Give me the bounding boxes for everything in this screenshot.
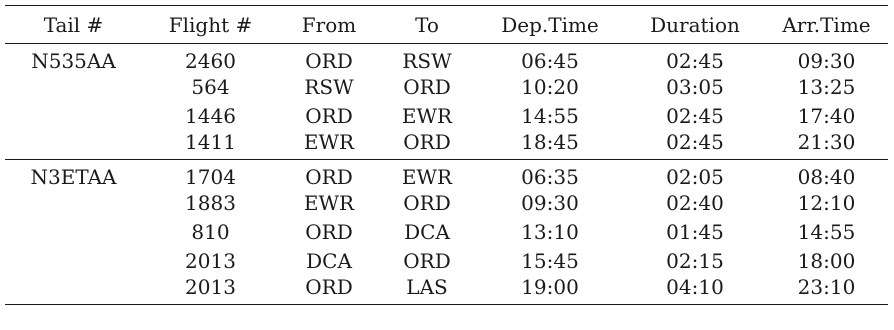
to-cell: DCA bbox=[404, 220, 450, 244]
column-header-arr-time: Arr.Time bbox=[765, 6, 888, 44]
duration-cell: 02:05 bbox=[666, 165, 724, 190]
duration-cell: 02:45 bbox=[666, 49, 724, 74]
table-row bbox=[5, 276, 888, 305]
to-cell: LAS bbox=[379, 276, 475, 305]
table-row bbox=[5, 44, 888, 73]
header-row bbox=[5, 6, 888, 44]
to-cell: EWR bbox=[401, 165, 453, 190]
dep-time-cell: 09:30 bbox=[521, 191, 579, 215]
arr-time-cell: 08:40 bbox=[797, 165, 856, 190]
from-cell: ORD bbox=[305, 165, 353, 190]
duration-cell: 02:45 bbox=[666, 104, 724, 128]
duration-cell: 02:40 bbox=[666, 191, 724, 215]
tail-number-cell bbox=[5, 102, 142, 131]
flight-number-cell: 564 bbox=[191, 75, 230, 99]
dep-time-cell: 06:35 bbox=[521, 165, 579, 190]
aircraft-group-n3etaa bbox=[5, 160, 888, 305]
from-cell: ORD bbox=[305, 104, 353, 128]
table-row bbox=[5, 247, 888, 276]
arr-time-cell: 13:25 bbox=[797, 75, 856, 99]
from-cell: ORD bbox=[279, 276, 379, 305]
duration-cell: 02:45 bbox=[625, 131, 765, 160]
duration-cell: 04:10 bbox=[625, 276, 765, 305]
from-cell: ORD bbox=[305, 220, 353, 244]
flight-number-cell: 1446 bbox=[185, 104, 236, 128]
table-row bbox=[5, 73, 888, 102]
tail-number-cell: N535AA bbox=[31, 49, 116, 74]
column-header-to: To bbox=[379, 6, 475, 44]
arr-time-cell: 12:10 bbox=[797, 191, 856, 215]
dep-time-cell: 10:20 bbox=[521, 75, 579, 99]
tail-number-cell: N3ETAA bbox=[30, 165, 117, 190]
to-cell: ORD bbox=[403, 249, 451, 273]
to-cell: EWR bbox=[401, 104, 453, 128]
flight-number-cell: 2013 bbox=[185, 249, 236, 273]
aircraft-group-n535aa bbox=[5, 44, 888, 160]
flight-schedule-table bbox=[5, 5, 888, 305]
table-row bbox=[5, 160, 888, 189]
flight-number-cell: 810 bbox=[191, 220, 230, 244]
arr-time-cell: 21:30 bbox=[765, 131, 888, 160]
column-header-duration: Duration bbox=[625, 6, 765, 44]
arr-time-cell: 14:55 bbox=[797, 220, 856, 244]
arr-time-cell: 23:10 bbox=[765, 276, 888, 305]
dep-time-cell: 06:45 bbox=[521, 49, 579, 74]
dep-time-cell: 13:10 bbox=[521, 220, 579, 244]
table-row bbox=[5, 102, 888, 131]
dep-time-cell: 18:45 bbox=[475, 131, 625, 160]
dep-time-cell: 15:45 bbox=[521, 249, 579, 273]
tail-number-cell bbox=[5, 73, 142, 102]
from-cell: ORD bbox=[305, 49, 353, 74]
column-header-flight: Flight # bbox=[142, 6, 279, 44]
to-cell: RSW bbox=[402, 49, 452, 74]
column-header-dep-time: Dep.Time bbox=[475, 6, 625, 44]
from-cell: EWR bbox=[303, 191, 355, 215]
arr-time-cell: 09:30 bbox=[797, 49, 856, 74]
table-row bbox=[5, 131, 888, 160]
arr-time-cell: 17:40 bbox=[797, 104, 856, 128]
duration-cell: 01:45 bbox=[666, 220, 724, 244]
from-cell: RSW bbox=[304, 75, 354, 99]
dep-time-cell: 19:00 bbox=[475, 276, 625, 305]
flight-number-cell: 1411 bbox=[142, 131, 279, 160]
to-cell: ORD bbox=[379, 131, 475, 160]
tail-number-cell bbox=[5, 131, 142, 160]
duration-cell: 02:15 bbox=[666, 249, 724, 273]
flight-number-cell: 2460 bbox=[185, 49, 236, 74]
column-header-tail: Tail # bbox=[5, 6, 142, 44]
dep-time-cell: 14:55 bbox=[521, 104, 579, 128]
tail-number-cell bbox=[5, 276, 142, 305]
column-header-from: From bbox=[279, 6, 379, 44]
duration-cell: 03:05 bbox=[666, 75, 724, 99]
arr-time-cell: 18:00 bbox=[797, 249, 856, 273]
tail-number-cell bbox=[5, 247, 142, 276]
flight-number-cell: 1704 bbox=[185, 165, 236, 190]
tail-number-cell bbox=[5, 218, 142, 247]
table-header bbox=[5, 6, 888, 44]
flight-number-cell: 2013 bbox=[142, 276, 279, 305]
table-row bbox=[5, 218, 888, 247]
from-cell: DCA bbox=[306, 249, 352, 273]
table-row bbox=[5, 189, 888, 218]
tail-number-cell bbox=[5, 189, 142, 218]
to-cell: ORD bbox=[403, 191, 451, 215]
to-cell: ORD bbox=[403, 75, 451, 99]
flight-number-cell: 1883 bbox=[185, 191, 236, 215]
from-cell: EWR bbox=[279, 131, 379, 160]
